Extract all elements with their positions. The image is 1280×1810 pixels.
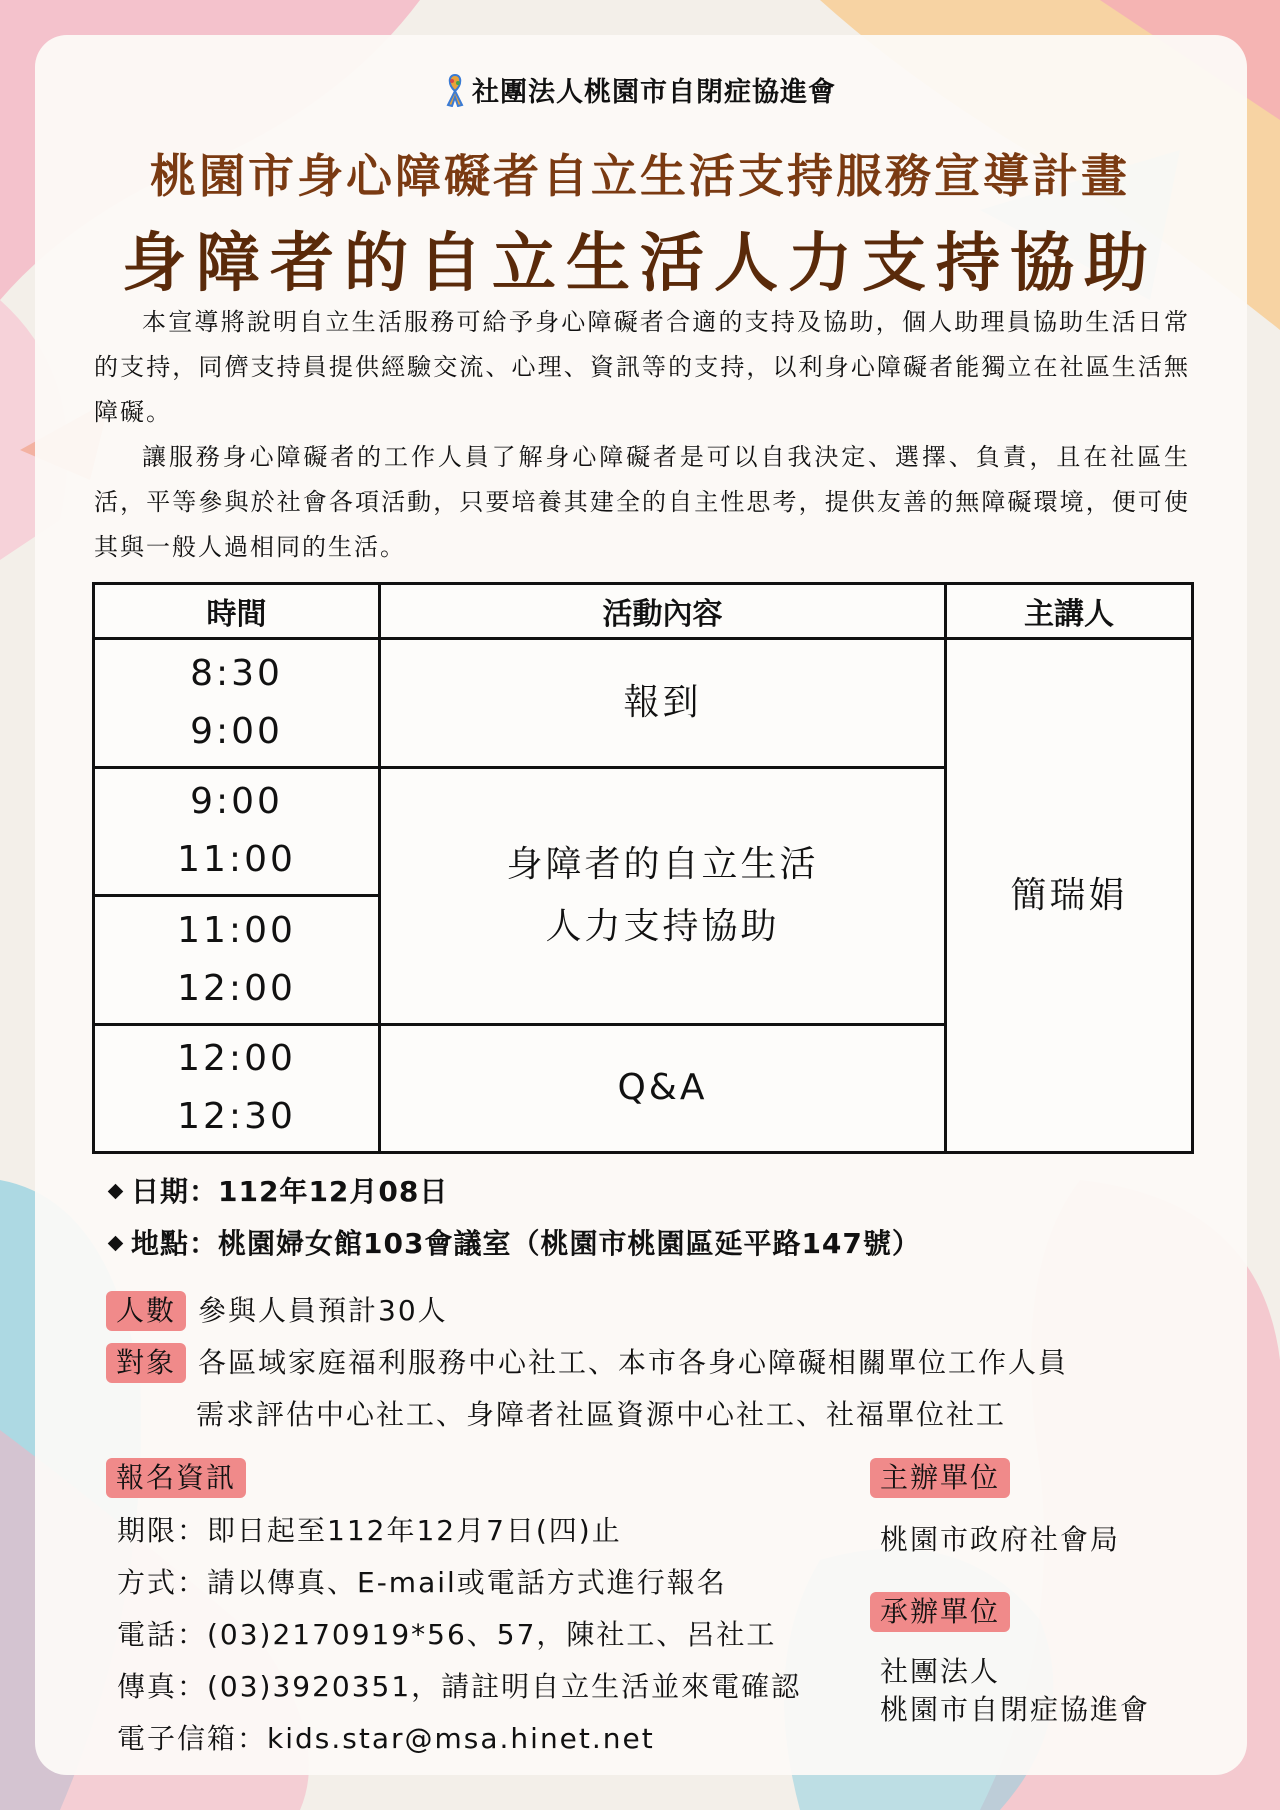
time-start: 8:30 <box>190 652 283 694</box>
phone-text: 電話：(03)2170919*56、57，陳社工、呂社工 <box>117 1618 777 1651</box>
registration-info <box>117 1505 801 1765</box>
host-name: 桃園市政府社會局 <box>880 1523 1121 1556</box>
executor-line-1: 社團法人 <box>880 1655 1001 1688</box>
time-cell <box>94 1024 380 1153</box>
activity-main <box>380 767 946 1024</box>
count-tag: 人數 <box>106 1291 186 1331</box>
time-end: 9:00 <box>190 710 283 752</box>
speaker-cell: 簡瑞娟 <box>946 639 1193 1153</box>
time-start: 9:00 <box>190 781 283 823</box>
event-details <box>104 1173 921 1277</box>
target-row <box>106 1343 1068 1383</box>
autism-ribbon-icon <box>444 73 466 114</box>
schedule-header-row <box>94 584 1193 639</box>
activity-checkin: 報到 <box>380 639 946 768</box>
diamond-bullet-icon <box>108 1183 124 1199</box>
count-text: 參與人員預計30人 <box>198 1294 448 1327</box>
header-content: 活動內容 <box>380 584 946 639</box>
time-end: 12:00 <box>177 967 296 1009</box>
intro-paragraph-1: 本宣導將說明自立生活服務可給予身心障礙者合適的支持及協助，個人助理員協助生活日常的支持，同儕支持員提供經驗交流、心理、資訊等的支持，以利身心障礙者能獨立在社區生活無障礙。 <box>94 308 1190 426</box>
activity-main-line-1: 身障者的自立生活 <box>506 843 819 885</box>
date-text: 日期：112年12月08日 <box>131 1175 449 1208</box>
time-cell <box>94 896 380 1025</box>
time-start: 12:00 <box>177 1038 296 1080</box>
target-text-1: 各區域家庭福利服務中心社工、本市各身心障礙相關單位工作人員 <box>198 1346 1069 1379</box>
executor-name <box>880 1653 1150 1729</box>
intro-paragraph-2: 讓服務身心障礙者的工作人員了解身心障礙者是可以自我決定、選擇、負責，且在社區生活，平等參與於社會各項活動，只要培養其建全的自主性思考，提供友善的無障礙環境，便可使其與一般人過相同的生活。 <box>94 443 1190 561</box>
time-end: 11:00 <box>177 839 296 881</box>
executor-line-2: 桃園市自閉症協進會 <box>880 1693 1151 1726</box>
target-tag: 對象 <box>106 1343 186 1383</box>
target-text-2: 需求評估中心社工、身障者社區資源中心社工、社福單位社工 <box>196 1398 1007 1431</box>
activity-qa: Q&A <box>380 1024 946 1153</box>
executor-section <box>870 1592 1010 1632</box>
schedule-table <box>92 582 1194 1154</box>
intro-text <box>94 300 1190 570</box>
email-link[interactable]: 電子信箱：kids.star@msa.hinet.net <box>117 1722 655 1755</box>
time-end: 12:30 <box>177 1096 296 1138</box>
date-line <box>104 1173 921 1211</box>
time-cell <box>94 767 380 896</box>
method-text: 方式：請以傳真、E-mail或電話方式進行報名 <box>117 1566 727 1599</box>
time-cell <box>94 639 380 768</box>
registration-header <box>106 1458 246 1498</box>
fax-text: 傳真：(03)3920351，請註明自立生活並來電確認 <box>117 1670 802 1703</box>
header-speaker: 主講人 <box>946 584 1193 639</box>
host-tag: 主辦單位 <box>870 1458 1010 1498</box>
location-text: 地點：桃園婦女館103會議室（桃園市桃園區延平路147號） <box>131 1227 921 1260</box>
activity-main-line-2: 人力支持協助 <box>545 905 780 947</box>
organization-name: 社團法人桃園市自閉症協進會 <box>472 77 836 108</box>
host-section <box>870 1458 1010 1498</box>
attendance-row <box>106 1291 448 1331</box>
deadline-text: 期限：即日起至112年12月7日(四)止 <box>117 1514 622 1547</box>
plan-title: 桃園市身心障礙者自立生活支持服務宣導計畫 <box>150 149 1130 203</box>
diamond-bullet-icon <box>108 1235 124 1251</box>
time-start: 11:00 <box>177 909 296 951</box>
organization-header <box>0 70 1280 114</box>
executor-tag: 承辦單位 <box>870 1592 1010 1632</box>
table-row <box>94 639 1193 768</box>
header-time: 時間 <box>94 584 380 639</box>
location-line <box>104 1225 921 1263</box>
registration-tag: 報名資訊 <box>106 1458 246 1498</box>
main-title: 身障者的自立生活人力支持協助 <box>122 227 1158 301</box>
